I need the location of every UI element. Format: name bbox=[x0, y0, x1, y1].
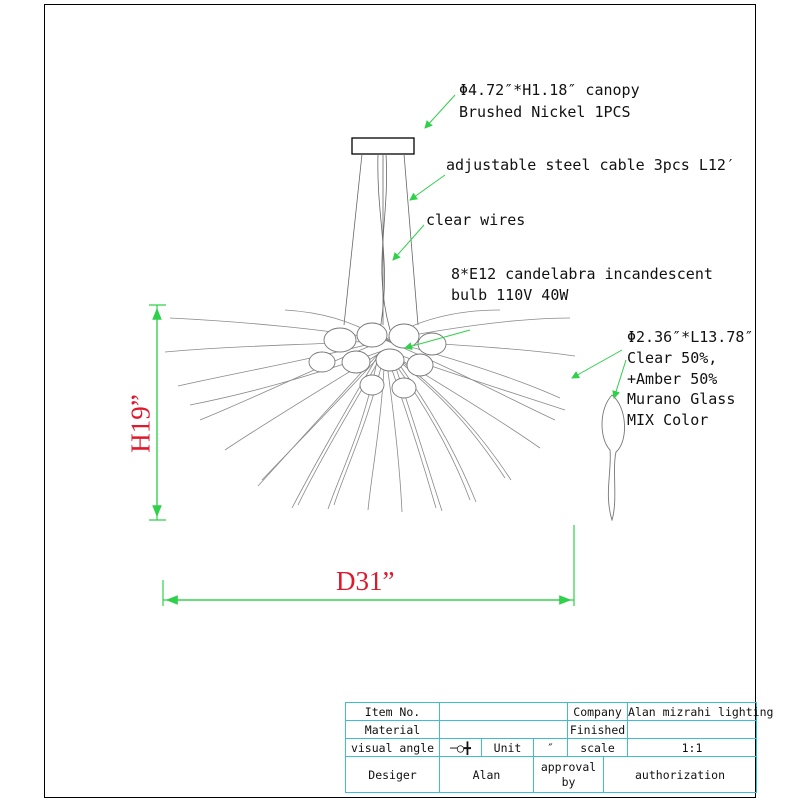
canopy-shape bbox=[352, 138, 414, 154]
bulb-note: 8*E12 candelabra incandescent bbox=[451, 265, 713, 283]
diameter-dimension-label: D31” bbox=[336, 566, 395, 596]
dimension-lines bbox=[149, 305, 574, 606]
material-value bbox=[440, 721, 568, 739]
visual-angle-label: visual angle bbox=[346, 739, 440, 757]
title-row-item bbox=[346, 703, 757, 721]
company-value: Alan mizrahi lighting bbox=[628, 704, 774, 719]
scale-value: 1:1 bbox=[628, 739, 757, 757]
glass-piece bbox=[602, 395, 625, 520]
unit-label: Unit bbox=[482, 739, 534, 757]
item-no-value bbox=[440, 703, 568, 721]
title-row-designer bbox=[346, 757, 757, 793]
company-label: Company bbox=[568, 703, 628, 721]
title-block bbox=[345, 702, 774, 793]
material-label: Material bbox=[346, 721, 440, 739]
designer-value: Alan bbox=[440, 757, 534, 793]
title-row-material bbox=[346, 721, 757, 739]
glass-amber-note: +Amber 50% bbox=[627, 370, 718, 388]
authorization-label: authorization bbox=[604, 757, 757, 793]
item-no-label: Item No. bbox=[346, 703, 440, 721]
glass-color-note: MIX Color bbox=[627, 411, 709, 429]
glass-clear-note: Clear 50%, bbox=[627, 349, 718, 367]
bulb-cluster bbox=[309, 323, 446, 398]
height-dimension-label: H19” bbox=[125, 394, 156, 453]
steel-cables bbox=[344, 154, 418, 330]
wires-note: clear wires bbox=[426, 211, 526, 229]
title-row-visual bbox=[346, 739, 757, 757]
scale-label: scale bbox=[568, 739, 628, 757]
canopy-note: Φ4.72″*H1.18″ canopy bbox=[459, 81, 640, 99]
designer-label: Desiger bbox=[346, 757, 440, 793]
visual-angle-symbol: ─◯╋ bbox=[440, 739, 482, 757]
bulb-spec-note: bulb 110V 40W bbox=[451, 286, 569, 304]
approval-label: approval by bbox=[534, 757, 604, 793]
canopy-finish-note: Brushed Nickel 1PCS bbox=[459, 103, 631, 121]
finished-value bbox=[628, 721, 757, 739]
finished-label: Finished bbox=[568, 721, 628, 739]
cable-note: adjustable steel cable 3pcs L12′ bbox=[446, 156, 735, 174]
unit-value: ″ bbox=[534, 739, 568, 757]
glass-size-note: Φ2.36″*L13.78″ bbox=[627, 328, 754, 346]
glass-type-note: Murano Glass bbox=[627, 390, 736, 408]
